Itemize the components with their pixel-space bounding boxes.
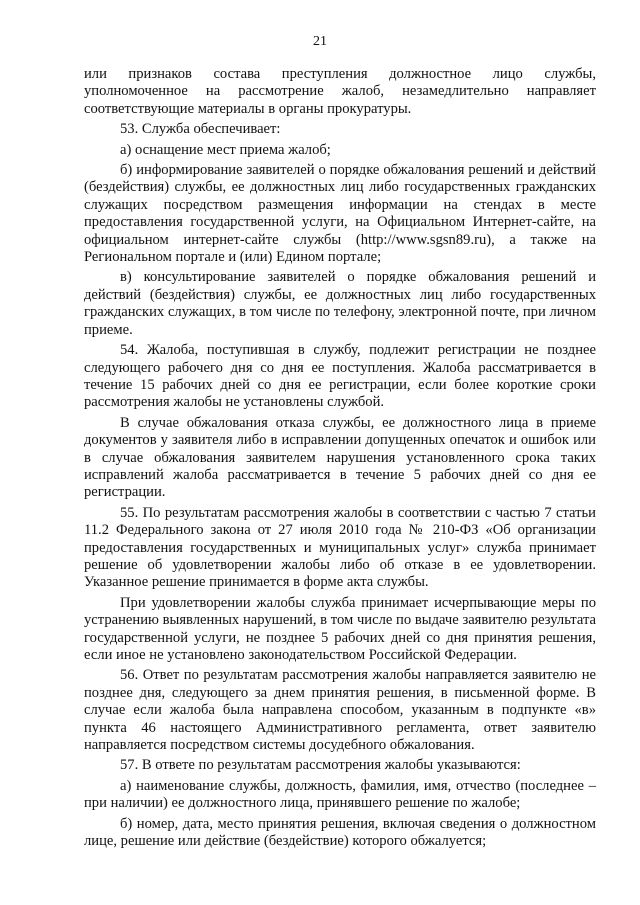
- paragraph-55: 55. По результатам рассмотрения жалобы в соответствии с частью 7 статьи 11.2 Федерального закона от 27 июля 2010 года № 210-ФЗ «Об организации предоставления государственных и муниципальных услуг» служба принимает решение об удовлетворении жалобы либо об отказе в ее удовлетворении. Указанное решение принимается в форме акта службы.: [84, 504, 596, 591]
- paragraph-55-satisfaction: При удовлетворении жалобы служба принимает исчерпывающие меры по устранению выявленных нарушений, в том числе по выдаче заявителю результата государственной услуги, не позднее 5 рабочих дней со дня принятия решения, если иное не установлено законодательством Российской Федерации.: [84, 594, 596, 663]
- paragraph-57-heading: 57. В ответе по результатам рассмотрения жалобы указываются:: [120, 757, 521, 774]
- paragraph-53-c: в) консультирование заявителей о порядке обжалования решений и действий (бездействия) службы, ее должностных лиц либо государственных гражданских служащих, в том числе по телефону, электронной почте, при личном приеме.: [84, 269, 596, 338]
- paragraph-continuation: или признаков состава преступления должностное лицо службы, уполномоченное на рассмотрение жалоб, незамедлительно направляет соответствующие материалы в органы прокуратуры.: [84, 66, 596, 117]
- paragraph-57-b: б) номер, дата, место принятия решения, включая сведения о должностном лице, решение или действие (бездействие) которого обжалуется;: [84, 815, 596, 850]
- paragraph-53-heading: 53. Служба обеспечивает:: [120, 121, 281, 138]
- page-number: 21: [313, 34, 327, 49]
- paragraph-54-appeal-refusal: В случае обжалования отказа службы, ее должностного лица в приеме документов у заявителя либо в исправлении допущенных опечаток и ошибок или в случае обжалования заявителем нарушения установленного срока таких исправлений жалоба рассматривается в течение 5 рабочих дней со дня ее регистрации.: [84, 414, 596, 501]
- paragraph-53-b: б) информирование заявителей о порядке обжалования решений и действий (бездействия) службы, ее должностных лиц либо государственных гражданских служащих посредством размещения информации на стендах в месте предоставления государственной услуги, на Официальном Интернет-сайте, на официальном интернет-сайте службы (http://www.sgsn89.ru), а также на Региональном портале и (или) Едином портале;: [84, 162, 596, 266]
- paragraph-56: 56. Ответ по результатам рассмотрения жалобы направляется заявителю не позднее дня, следующего за днем принятия решения, в письменной форме. В случае если жалоба была направлена способом, указанным в подпункте «в» пункта 46 настоящего Административного регламента, ответ заявителю направляется посредством системы досудебного обжалования.: [84, 667, 596, 754]
- paragraph-54: 54. Жалоба, поступившая в службу, подлежит регистрации не позднее следующего рабочего дня со дня ее поступления. Жалоба рассматривается в течение 15 рабочих дней со дня ее регистрации, если более короткие сроки рассмотрения жалобы не установлены службой.: [84, 342, 596, 411]
- paragraph-57-a: а) наименование службы, должность, фамилия, имя, отчество (последнее – при наличии) ее должностного лица, принявшего решение по жалобе;: [84, 777, 596, 812]
- paragraph-53-a: а) оснащение мест приема жалоб;: [120, 141, 331, 158]
- document-body: [84, 66, 596, 853]
